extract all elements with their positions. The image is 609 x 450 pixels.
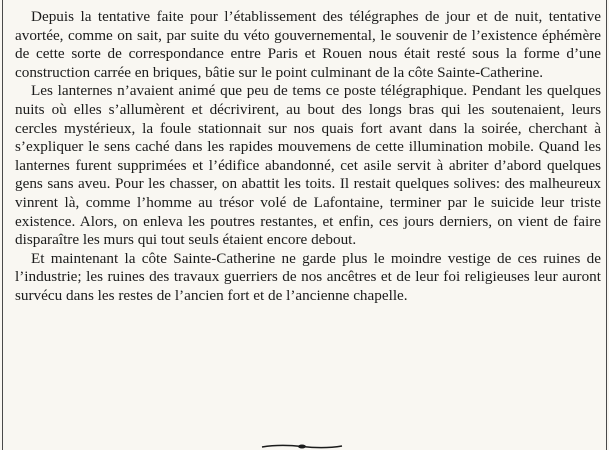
article-body: [15, 8, 601, 306]
decorative-rule-icon: [260, 443, 344, 450]
paragraph-lanterns: Les lanternes n’avaient animé que peu de tems ce poste télégraphique. Pendant les quelques nuits où elles s’allumèrent et décrivirent, au bout des longs bras qui les soutenaient, leurs cercles mystérieux, la foule stationnait sur nos quais fort avant dans la soirée, cherchant à s’expliquer le sens caché dans les rapides mouvemens de cette illumination mobile. Quand les lanternes furent supprimées et l’édifice abandonné, cet asile servit à abriter d’abord quelques gens sans aveu. Pour les chasser, on abattit les toits. Il restait quelques solives: des malheureux vinrent là, comme l’homme au trésor volé de Lafontaine, terminer par le suicide leur triste existence. Alors, on enleva les poutres restantes, et enfin, ces jours derniers, on vient de faire disparaître les murs qui tout seuls étaient encore debout.: [15, 82, 601, 249]
column-rule-left: [2, 0, 3, 450]
column-rule-right: [606, 0, 607, 450]
paragraph-conclusion: Et maintenant la côte Sainte-Catherine ne garde plus le moindre vestige de ces ruines de l’industrie; les ruines des travaux guerriers de nos ancêtres et de leur foi religieuses leur auront survécu dans les restes de l’ancien fort et de l’ancienne chapelle.: [15, 249, 601, 304]
paragraph-telegraph-history: Depuis la tentative faite pour l’établissement des télégraphes de jour et de nuit, tentative avortée, comme on sait, par suite du véto gouvernemental, le souvenir de l’existence éphémère de cette sorte de correspondance entre Paris et Rouen nous était resté sous la forme d’une construction carrée en briques, bâtie sur le point culminant de la côte Sainte-Catherine.: [15, 8, 601, 81]
